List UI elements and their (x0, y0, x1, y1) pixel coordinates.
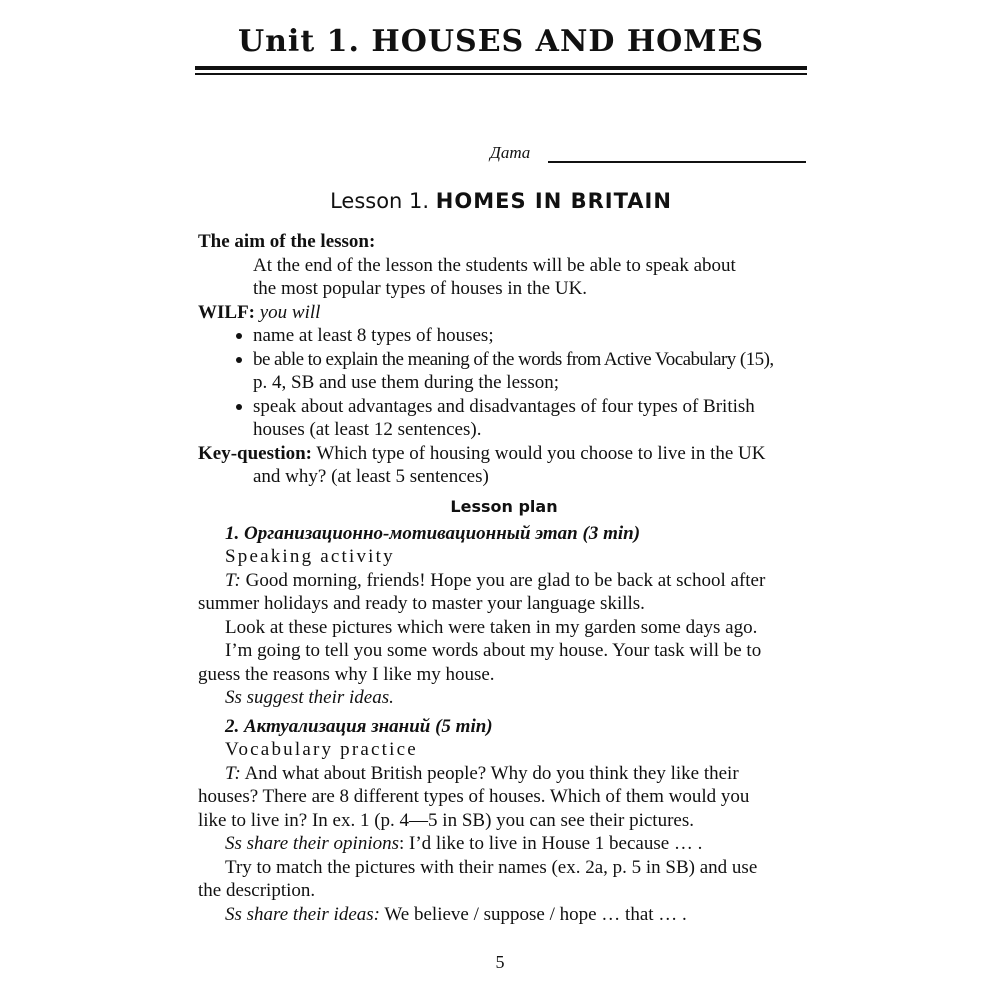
key-question-heading: Key-question: (198, 442, 312, 464)
stage-1-line-4: I’m going to tell you some words about my house. Your task will be to (225, 640, 762, 661)
wilf-bullet-2 (198, 348, 810, 372)
lesson-name: HOMES IN BRITAIN (435, 189, 672, 213)
stage-1-line-5: guess the reasons why I like my house. (198, 663, 495, 685)
lesson-title (195, 186, 807, 216)
aim-heading: The aim of the lesson: (198, 231, 376, 252)
key-question-line (198, 442, 810, 466)
teacher-text: Good morning, friends! Hope you are glad to be back at school after (245, 569, 766, 591)
wilf-heading: WILF: (198, 301, 255, 323)
teacher-label: T: (225, 762, 241, 784)
stage-2-activity: Vocabulary practice (225, 739, 418, 760)
stage-1-line-3: Look at these pictures which were taken in my garden some days ago. (225, 616, 758, 638)
stage-1-students-line: Ss suggest their ideas. (225, 687, 394, 708)
page-number: 5 (495, 952, 505, 972)
date-label: Дата (490, 143, 531, 162)
key-question-continuation: and why? (at least 5 sentences) (253, 466, 489, 487)
bullet-dot (236, 404, 242, 410)
wilf-bullet-1 (198, 324, 810, 348)
title-rule-thin (195, 73, 807, 75)
students-label: Ss share their ideas: (225, 903, 380, 925)
wilf-bullet-text: speak about advantages and disadvantages of four types of British (253, 395, 755, 417)
stage-1-heading: 1. Организационно-мотивационный этап (3 min) (225, 522, 641, 544)
bullet-dot (236, 357, 242, 363)
key-question-text: Which type of housing would you choose to live in the UK (316, 442, 766, 464)
bullet-dot (236, 333, 242, 339)
lesson-body (198, 230, 810, 926)
date-blank-line (548, 161, 806, 163)
stage-2-heading: 2. Актуализация знаний (5 min) (225, 715, 493, 737)
wilf-intro: you will (259, 301, 321, 323)
wilf-bullet-text: be able to explain the meaning of the words from Active Vocabulary (15), (253, 348, 774, 370)
wilf-bullet-3 (198, 395, 810, 419)
unit-title: Unit 1. HOUSES AND HOMES (237, 24, 765, 59)
stage-2-line-6: the description. (198, 880, 316, 901)
students-label: Ss share their opinions (225, 833, 399, 854)
aim-line-2: the most popular types of houses in the UK. (253, 278, 588, 299)
wilf-line (198, 301, 810, 325)
teacher-label: T: (225, 569, 241, 591)
teacher-text: And what about British people? Why do you think they like their (244, 762, 739, 784)
date-field (490, 143, 810, 167)
stage-1-teacher-line (198, 569, 810, 593)
stage-2-line-2: houses? There are 8 different types of houses. Which of them would you (198, 786, 750, 807)
stage-1-activity: Speaking activity (225, 546, 395, 567)
stage-2-students-opinions (198, 832, 810, 856)
stage-2-line-3: like to live in? In ex. 1 (p. 4—5 in SB) you can see their pictures. (198, 809, 694, 831)
lesson-prefix: Lesson 1. (330, 189, 430, 213)
wilf-bullet-3-continuation: houses (at least 12 sentences). (253, 419, 482, 440)
wilf-bullet-text: name at least 8 types of houses; (253, 325, 494, 346)
students-text: : I’d like to live in House 1 because … . (399, 833, 703, 854)
title-rule-thick (195, 66, 807, 70)
stage-2-teacher-line (198, 762, 810, 786)
stage-2-line-5: Try to match the pictures with their names (ex. 2a, p. 5 in SB) and use (225, 856, 758, 878)
wilf-bullet-2-continuation: p. 4, SB and use them during the lesson; (253, 372, 560, 393)
students-text: We believe / suppose / hope … that … . (379, 903, 687, 925)
lesson-plan-title: Lesson plan (450, 496, 558, 516)
aim-line-1: At the end of the lesson the students will be able to speak about (253, 254, 736, 276)
stage-2-students-ideas (198, 903, 810, 927)
stage-1-line-2: summer holidays and ready to master your language skills. (198, 593, 645, 614)
